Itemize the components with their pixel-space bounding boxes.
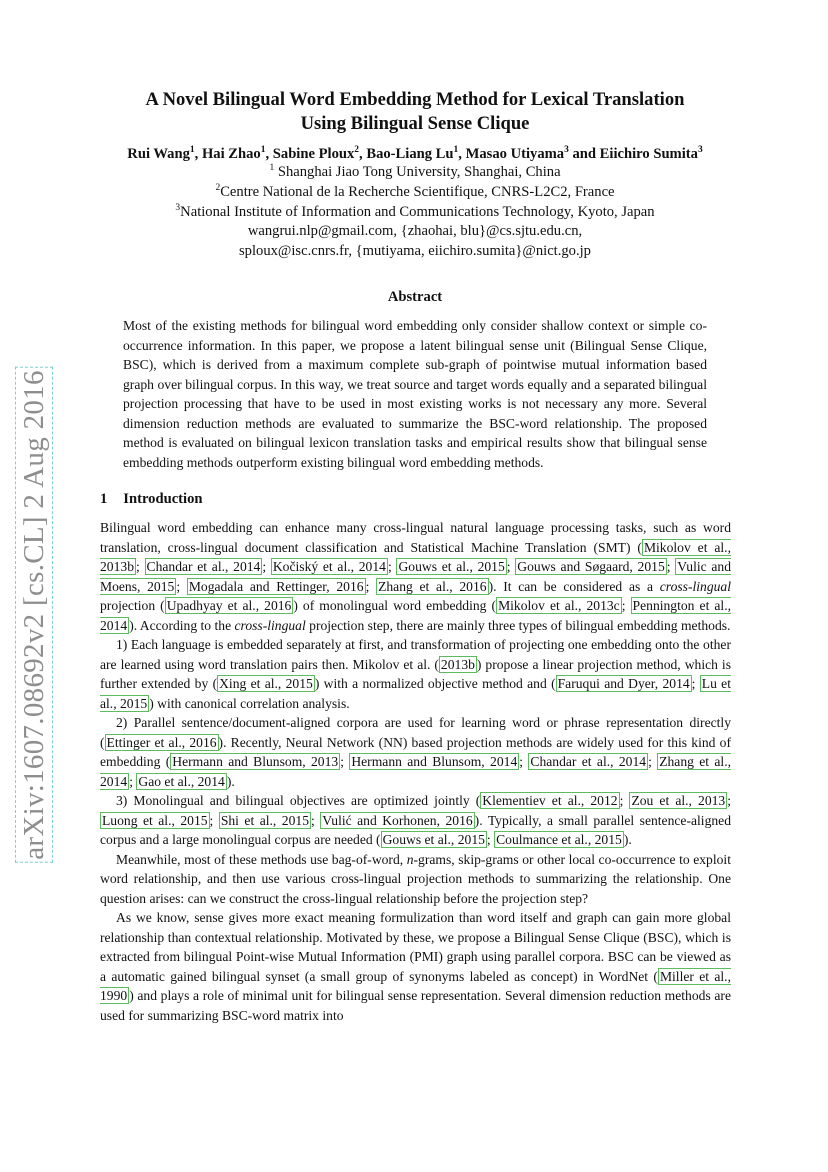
emphasis: cross-lingual (234, 617, 306, 633)
email-line: wangrui.nlp@gmail.com, {zhaohai, blu}@cs.sjtu.edu.cn, (247, 223, 583, 240)
citation-link[interactable]: Gao et al., 2014 (138, 773, 225, 789)
abstract-heading: Abstract (387, 289, 443, 305)
affiliation-line (100, 163, 730, 183)
paragraph: 3) Monolingual and bilingual objectives are optimized jointly ( Klementiev et al., 2012 ; Zou et al., 2013 ; Luong et al., 2015 ; Shi et al., 2015 ; Vulić and Korhonen, 2016 ). Typically, a small parallel sentence-aligned corpus and a large monolingual corpus are needed ( Gouws et al., 2015 ; Coulmance et al., 2015 ). (100, 793, 731, 847)
title-line-1: A Novel Bilingual Word Embedding Method for Lexical Translation (145, 89, 685, 110)
citation-link[interactable]: Hermann and Blunsom, 2014 (351, 754, 518, 769)
citation-link[interactable]: Ettinger et al., 2016 (106, 734, 217, 750)
citation-link[interactable]: Faruqui and Dyer, 2014 (557, 676, 690, 691)
affiliation-mark: 1 (269, 163, 275, 173)
affiliation-mark: 1 (453, 145, 459, 155)
emphasis: cross-lingual (659, 578, 731, 594)
affiliation-text: Centre National de la Recherche Scientifique, CNRS-L2C2, France (220, 183, 615, 200)
citation-link[interactable]: 2013b (440, 656, 475, 672)
citation-link[interactable]: Lu et al., 2015 (100, 676, 731, 711)
citation-link[interactable]: Gouws et al., 2015 (382, 832, 485, 847)
citation-link[interactable]: Klementiev et al., 2012 (482, 793, 618, 808)
abstract-text: Most of the existing methods for bilingual word embedding only consider shallow context or simple co-occurrence information. In this paper, we propose a latent bilingual sense unit (Bilingual Sense Clique, BSC), which is derived from a maximum complete sub-graph of pointwise mutual information based graph over bilingual corpus. In this way, we treat source and target words equally and a separated bilingual projection processing that have to be used in most existing works is not necessary any more. Several dimension reduction methods are evaluated to summarize the BSC-word relationship. The proposed method is evaluated on bilingual lexicon translation tasks and empirical results show that bilingual sense embedding methods outperform existing bilingual word embedding methods. (123, 318, 707, 470)
paragraph: Meanwhile, most of these methods use bag-of-word, n-grams, skip-grams or other local co-occurrence to exploit word relationship, and then use various cross-lingual projection methods to summarizing the relationship. One question arises: can we construct the cross-lingual relationship before the projection step? (100, 851, 731, 906)
citation-link[interactable]: Zou et al., 2013 (631, 793, 726, 808)
affiliation-mark: 3 (697, 145, 703, 155)
citation-link[interactable]: Chandar et al., 2014 (146, 559, 261, 574)
citation-link[interactable]: Zhang et al., 2014 (100, 754, 732, 789)
citation-link[interactable]: Xing et al., 2015 (219, 676, 313, 691)
citation-link[interactable]: Pennington et al., 2014 (100, 598, 732, 633)
citation-link[interactable]: Vulic and Moens, 2015 (100, 559, 732, 594)
citation-link[interactable]: Hermann and Blunsom, 2013 (172, 754, 339, 769)
author-name: Eiichiro Sumita (599, 146, 698, 162)
citation-link[interactable]: Coulmance et al., 2015 (496, 832, 622, 847)
paragraph: 1) Each language is embedded separately at first, and transformation of projecting one embedding onto the other are learned using word translation pairs then. Mikolov et al. ( 2013b ) propose a linear projection method, which is further extended by ( Xing et al., 2015 ) with a normalized objective method and ( Faruqui and Dyer, 2014 ; Lu et al., 2015 ) with canonical correlation analysis. (100, 637, 731, 711)
math-variable: n (406, 851, 414, 867)
affiliation-mark: 3 (175, 202, 181, 213)
citation-link[interactable]: Miller et al., 1990 (100, 968, 731, 1003)
affiliation-mark: 3 (564, 145, 569, 155)
affiliation-text: National Institute of Information and Communications Technology, Kyoto, Japan (180, 203, 655, 220)
author-name: Rui Wang (127, 146, 190, 162)
section-heading (100, 491, 203, 508)
affiliation-text: Shanghai Jiao Tong University, Shanghai, China (277, 164, 561, 180)
section-body (100, 518, 731, 1025)
author-name: Bao-Liang Lu (366, 146, 454, 162)
citation-link[interactable]: Chandar et al., 2014 (530, 754, 647, 769)
author-name: Masao Utiyama (465, 146, 565, 162)
affiliation-mark: 2 (215, 182, 221, 193)
citation-link[interactable]: Mikolov et al., 2013c (498, 598, 620, 613)
paragraph: As we know, sense gives more exact meaning formulization than word itself and graph can gain more global relationship than contextual relationship. Motivated by these, we propose a Bilingual Sense Clique (BSC), which is extracted from bilingual Point-wise Mutual Information (PMI) graph using parallel corpora. BSC can be viewed as a automatic gained bilingual synset (a small group of synonyms labeled as concept) in WordNet ( Miller et al., 1990 ) and plays a role of minimal unit for bilingual sense representation. Several dimension reduction methods are used for summarizing BSC-word matrix into (100, 910, 731, 1023)
affiliation-mark: 1 (260, 145, 266, 155)
section-number: 1 (100, 491, 108, 507)
author-name: Hai Zhao (201, 146, 261, 162)
citation-link[interactable]: Mogadala and Rettinger, 2016 (188, 578, 364, 594)
author-list: Rui Wang$^1$, Hai Zhao$^1$, Sabine Ploux$^2$, Bao-Liang Lu$^1$, Masao Utiyama$^3$ and Eiichiro Sumita$^3$ (127, 145, 703, 162)
citation-link[interactable]: Upadhyay et al., 2016 (166, 598, 292, 613)
author-conjunction: and (572, 146, 597, 162)
arxiv-identifier[interactable]: arXiv:1607.08692v2 [cs.CL] 2 Aug 2016 (15, 367, 53, 863)
paragraph: Bilingual word embedding can enhance many cross-lingual natural language processing tasks, such as word translation, cross-lingual document classification and Statistical Machine Translation (SMT) ( Mikolov et al., 2013b ; Chandar et al., 2014 ; Kočiský et al., 2014 ; Gouws et al., 2015 ; Gouws and Søgaard, 2015 ; Vulic and Moens, 2015 ; Mogadala and Rettinger, 2016 ; Zhang et al., 2016 ). It can be considered as a cross-lingual projection ( Upadhyay et al., 2016 ) of monolingual word embedding ( Mikolov et al., 2013c ; Pennington et al., 2014 ). According to the cross-lingual projection step, there are mainly three types of bilingual embedding methods. (100, 520, 732, 633)
affiliation-mark: 1 (189, 145, 195, 155)
affiliation-line (100, 183, 730, 203)
citation-link[interactable]: Shi et al., 2015 (220, 812, 309, 828)
email-line: sploux@isc.cnrs.fr, {mutiyama, eiichiro.sumita}@nict.go.jp (239, 243, 591, 260)
citation-link[interactable]: Gouws and Søgaard, 2015 (517, 559, 665, 574)
citation-link[interactable]: Kočiský et al., 2014 (272, 559, 386, 574)
citation-link[interactable]: Zhang et al., 2016 (378, 578, 487, 594)
citation-link[interactable]: Vulić and Korhonen, 2016 (322, 812, 473, 828)
citation-link[interactable]: Luong et al., 2015 (102, 812, 208, 828)
paper-title (100, 88, 730, 136)
section-title: Introduction (123, 491, 203, 507)
paragraph: 2) Parallel sentence/document-aligned corpora are used for learning word or phrase representation directly ( Ettinger et al., 2016 ). Recently, Neural Network (NN) based projection methods are widely used for this kind of embedding ( Hermann and Blunsom, 2013 ; Hermann and Blunsom, 2014 ; Chandar et al., 2014 ; Zhang et al., 2014 ; Gao et al., 2014 ). (100, 715, 732, 789)
citation-link[interactable]: Gouws et al., 2015 (398, 559, 505, 574)
arxiv-side-stamp[interactable] (14, 325, 54, 905)
affiliation-mark: 2 (354, 145, 360, 155)
affiliation-line (100, 203, 730, 223)
citation-link[interactable]: Mikolov et al., 2013b (100, 539, 731, 574)
affiliations (100, 163, 730, 262)
author-name: Sabine Ploux (272, 146, 355, 162)
title-line-2: Using Bilingual Sense Clique (300, 113, 530, 134)
